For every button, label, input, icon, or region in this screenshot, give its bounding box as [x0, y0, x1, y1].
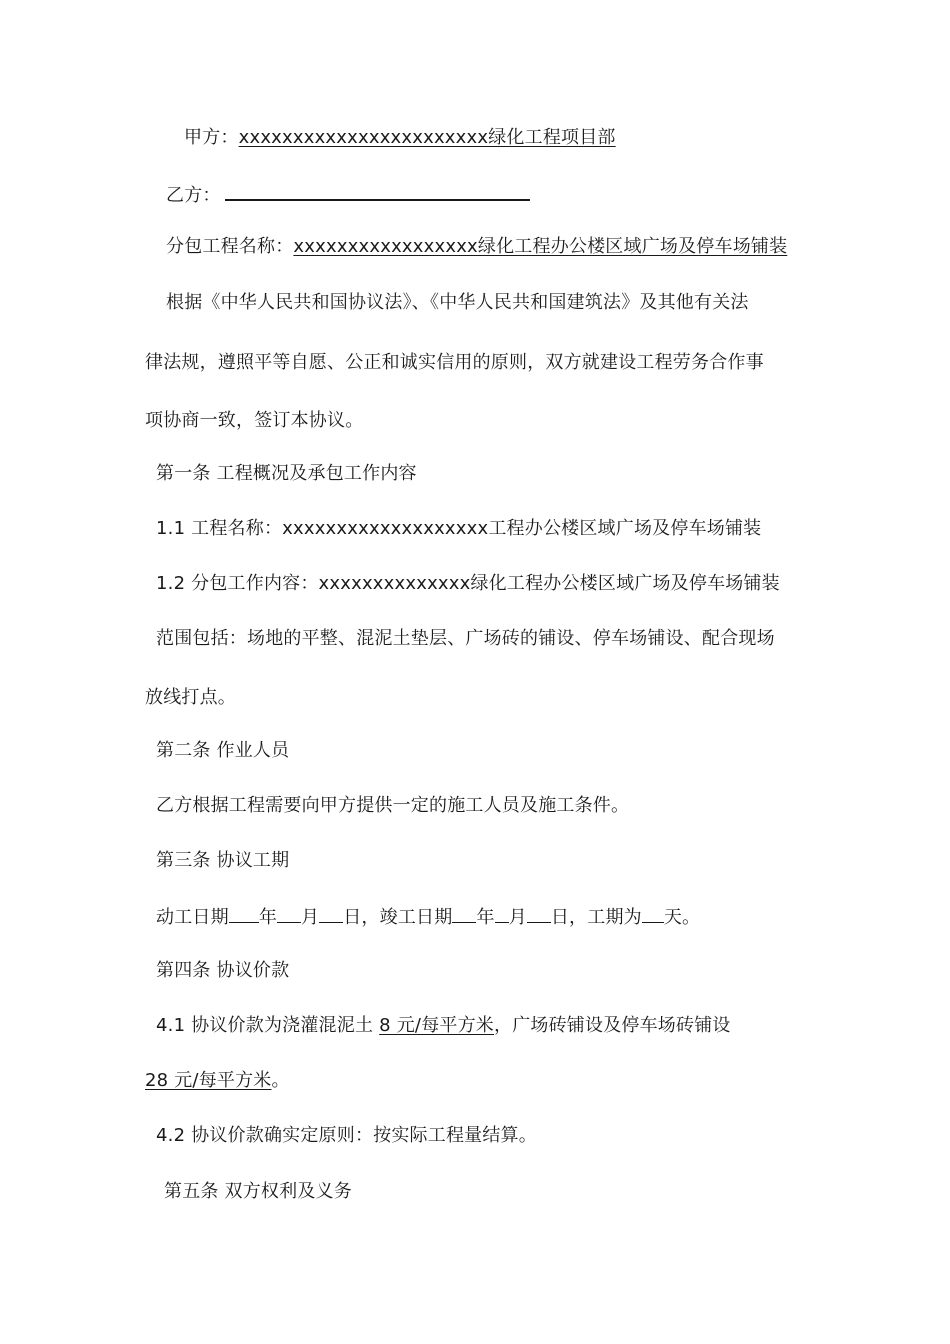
price-paving: 28 元/每平方米: [145, 1070, 272, 1091]
start-date-label: 动工日期: [156, 907, 229, 928]
article-1-2: 1.2 分包工作内容：xxxxxxxxxxxxxx绿化工程办公楼区域广场及停车场铺装: [156, 573, 780, 594]
start-year-blank: [229, 904, 259, 923]
article-4-1-prefix: 4.1 协议价款为浇灌混泥土: [156, 1015, 374, 1036]
article-5-title: 第五条 双方权利及义务: [164, 1181, 352, 1202]
party-b-line: [166, 181, 530, 208]
party-b-blank: [225, 181, 530, 201]
start-month-unit: 月: [301, 907, 320, 928]
project-label: 分包工程名称：: [166, 236, 294, 257]
end-day-unit: 日，: [550, 907, 588, 928]
article-4-2: 4.2 协议价款确实定原则：按实际工程量结算。: [156, 1125, 537, 1146]
start-month-blank: [277, 904, 301, 923]
duration-blank: [642, 904, 664, 923]
project-name-line: [166, 235, 787, 259]
scope-line-1: 范围包括：场地的平整、混泥土垫层、广场砖的铺设、停车场铺设、配合现场: [156, 628, 775, 649]
party-b-label: 乙方：: [166, 185, 221, 206]
article-3-title: 第三条 协议工期: [156, 850, 290, 871]
end-year-unit: 年: [476, 907, 495, 928]
end-month-blank: [495, 904, 509, 923]
end-date-label: 竣工日期: [379, 907, 453, 928]
duration-unit: 天。: [663, 907, 701, 928]
duration-label: 工期为: [587, 907, 642, 928]
scope-line-2: 放线打点。: [145, 687, 236, 708]
party-a-label: 甲方：: [184, 127, 239, 148]
start-year-unit: 年: [258, 907, 278, 928]
article-1-title: 第一条 工程概况及承包工作内容: [156, 463, 417, 484]
period-line: [156, 904, 700, 930]
article-2-text: 乙方根据工程需要向甲方提供一定的施工人员及施工条件。: [156, 795, 630, 816]
article-4-1-middle: ，广场砖铺设及停车场砖铺设: [494, 1015, 731, 1036]
article-4-1-end: 。: [271, 1070, 290, 1091]
start-day-blank: [319, 904, 343, 923]
party-a-value: xxxxxxxxxxxxxxxxxxxxxxx绿化工程项目部: [238, 127, 616, 148]
price-concrete: 8 元/每平方米: [379, 1015, 494, 1036]
preamble-line-3: 项协商一致，签订本协议。: [145, 410, 364, 431]
article-4-1-cont: [145, 1069, 290, 1093]
preamble-line-2: 律法规，遵照平等自愿、公正和诚实信用的原则，双方就建设工程劳务合作事: [145, 352, 764, 373]
project-value: xxxxxxxxxxxxxxxxx绿化工程办公楼区域广场及停车场铺装: [293, 236, 788, 257]
article-4-title: 第四条 协议价款: [156, 960, 290, 981]
start-day-unit: 日，: [343, 907, 380, 928]
end-year-blank: [452, 904, 476, 923]
article-2-title: 第二条 作业人员: [156, 740, 290, 761]
party-a-line: [184, 126, 616, 150]
end-day-blank: [527, 904, 551, 923]
article-1-1: 1.1 工程名称：xxxxxxxxxxxxxxxxxxx工程办公楼区域广场及停车场铺装: [156, 518, 762, 539]
preamble-line-1: 根据《中华人民共和国协议法》、《中华人民共和国建筑法》及其他有关法: [166, 292, 749, 313]
article-4-1: [156, 1014, 731, 1038]
end-month-unit: 月: [508, 907, 527, 928]
